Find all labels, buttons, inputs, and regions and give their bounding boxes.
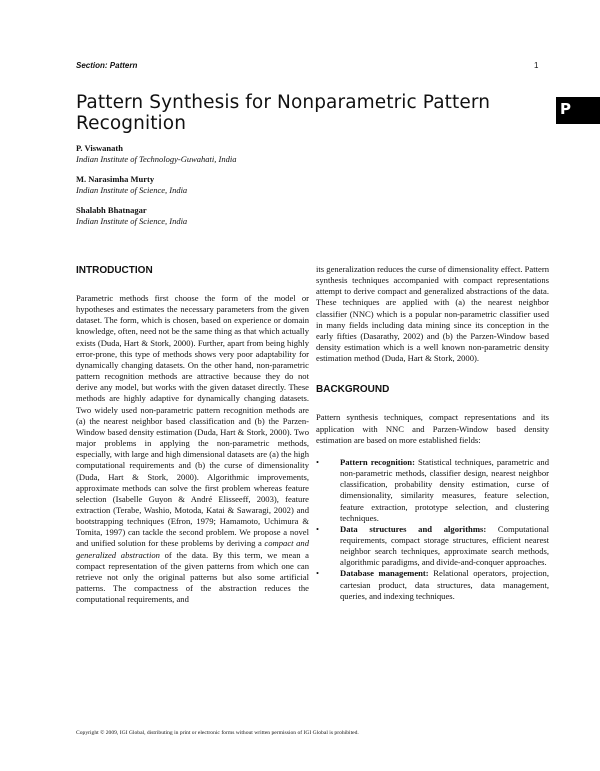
article-title: Pattern Synthesis for Nonparametric Pattern Recognition bbox=[76, 92, 491, 134]
section-tab-letter: P bbox=[560, 100, 571, 118]
author-entry bbox=[76, 205, 376, 227]
list-item-term: Pattern recognition: bbox=[340, 456, 415, 467]
page-number: 1 bbox=[534, 61, 539, 70]
author-affiliation: Indian Institute of Technology-Guwahati, India bbox=[76, 154, 237, 164]
author-name: M. Narasimha Murty bbox=[76, 174, 155, 184]
intro-text-part2: of the data. By this term, we mean a compact representation of the given patterns from which one can retrieve not only the original patterns but also some artificial patterns. The compactness of the abstraction reduces the computational requirements, and bbox=[76, 549, 309, 605]
author-name: P. Viswanath bbox=[76, 143, 123, 153]
list-item-term: Data structures and algorithms: bbox=[340, 523, 487, 534]
bullet-icon: • bbox=[316, 456, 320, 467]
introduction-paragraph-continued: its generalization reduces the curse of dimensionality effect. Pattern synthesis techniques accompanied with compact representations attempt to derive compact and generalized abstractions of the data. These techniques are applied with (a) the nearest neighbor classifier (NNC) which is a popular non-parametric classifier used in many fields including data mining since its conception in the early fifties (Dasarathy, 2002) and (b) the Parzen-Window based density estimation which is a well known non-parametric density estimation method (Duda, Hart & Stork, 2000). bbox=[316, 264, 549, 364]
author-entry bbox=[76, 143, 376, 165]
section-tab bbox=[556, 97, 600, 124]
author-affiliation: Indian Institute of Science, India bbox=[76, 216, 188, 226]
author-entry bbox=[76, 174, 376, 196]
left-column bbox=[76, 264, 309, 605]
bullet-icon: • bbox=[316, 568, 320, 579]
introduction-heading: INTRODUCTION bbox=[76, 265, 153, 276]
list-item bbox=[316, 457, 549, 524]
copyright-footer: Copyright © 2009, IGI Global, distributing in print or electronic forms without written permission of IGI Global is prohibited. bbox=[76, 730, 359, 736]
list-item-text: Relational operators, projection, cartesian product, data structures, data management, queries, and indexing techniques. bbox=[340, 568, 549, 601]
intro-emphasis: compact and generalized abstraction bbox=[76, 538, 309, 560]
bullet-icon: • bbox=[316, 523, 320, 534]
list-item bbox=[316, 568, 549, 601]
author-name: Shalabh Bhatnagar bbox=[76, 205, 147, 215]
list-item-term: Database management: bbox=[340, 568, 429, 579]
background-intro: Pattern synthesis techniques, compact representations and its application with NNC and Parzen-Window based density estimation are based on more established fields: bbox=[316, 412, 549, 445]
list-item bbox=[316, 524, 549, 569]
intro-text-part1: Parametric methods first choose the form of the model or hypotheses and estimates the necessary parameters from the given dataset. The form, which is chosen, based on experience or domain knowledge, often, need not be the same thing as that which actually exists (Duda, Hart & Stork, 2000). Further, apart from being highly error-prone, this type of methods shows very poor adaptability for dynamically changing datasets. On the other hand, non-parametric pattern recognition methods are attractive because they do not derive any model, but works with the given dataset directly. These methods are highly adaptive for dynamically changing datasets. Two widely used non-parametric pattern recognition methods are (a) the nearest neighbor based classification and (b) the Parzen-Window based density estimation (Duda, Hart & Stork, 2000). Two major problems in applying the non-parametric methods, especially, with large and high dimensional datasets are (a) the high computational requirements and (b) the curse of dimensionality (Duda, Hart & Stork, 2000). Algorithmic improvements, approximate methods can solve the first problem whereas feature selection (Isabelle Guyon & André Elisseeff, 2003), feature extraction (Terabe, Washio, Motoda, Katai & Sawaragi, 2002) and bootstrapping techniques (Efron, 1979; Hamamoto, Uchimura & Tomita, 1997) can tackle the second problem. We propose a novel and unified solution for these problems by deriving a bbox=[76, 293, 309, 549]
background-heading: BACKGROUND bbox=[316, 384, 390, 396]
list-item-text: Statistical techniques, parametric and non-parametric methods, classifier design, nearest neighbor classification, probability density estimation, curse of dimensionality, similarity measures, feature selection, feature extraction, prototype selection, and clustering techniques. bbox=[340, 456, 550, 523]
background-list bbox=[316, 457, 549, 602]
list-item-text: Computational requirements, compact storage structures, efficient nearest neighbor search techniques, approximate search methods, algorithmic paradigms, and divide-and-conquer approaches. bbox=[340, 523, 549, 568]
right-column bbox=[316, 264, 549, 602]
section-label: Section: Pattern bbox=[76, 61, 138, 70]
author-affiliation: Indian Institute of Science, India bbox=[76, 185, 188, 195]
author-list bbox=[76, 143, 376, 236]
introduction-paragraph bbox=[76, 293, 309, 605]
